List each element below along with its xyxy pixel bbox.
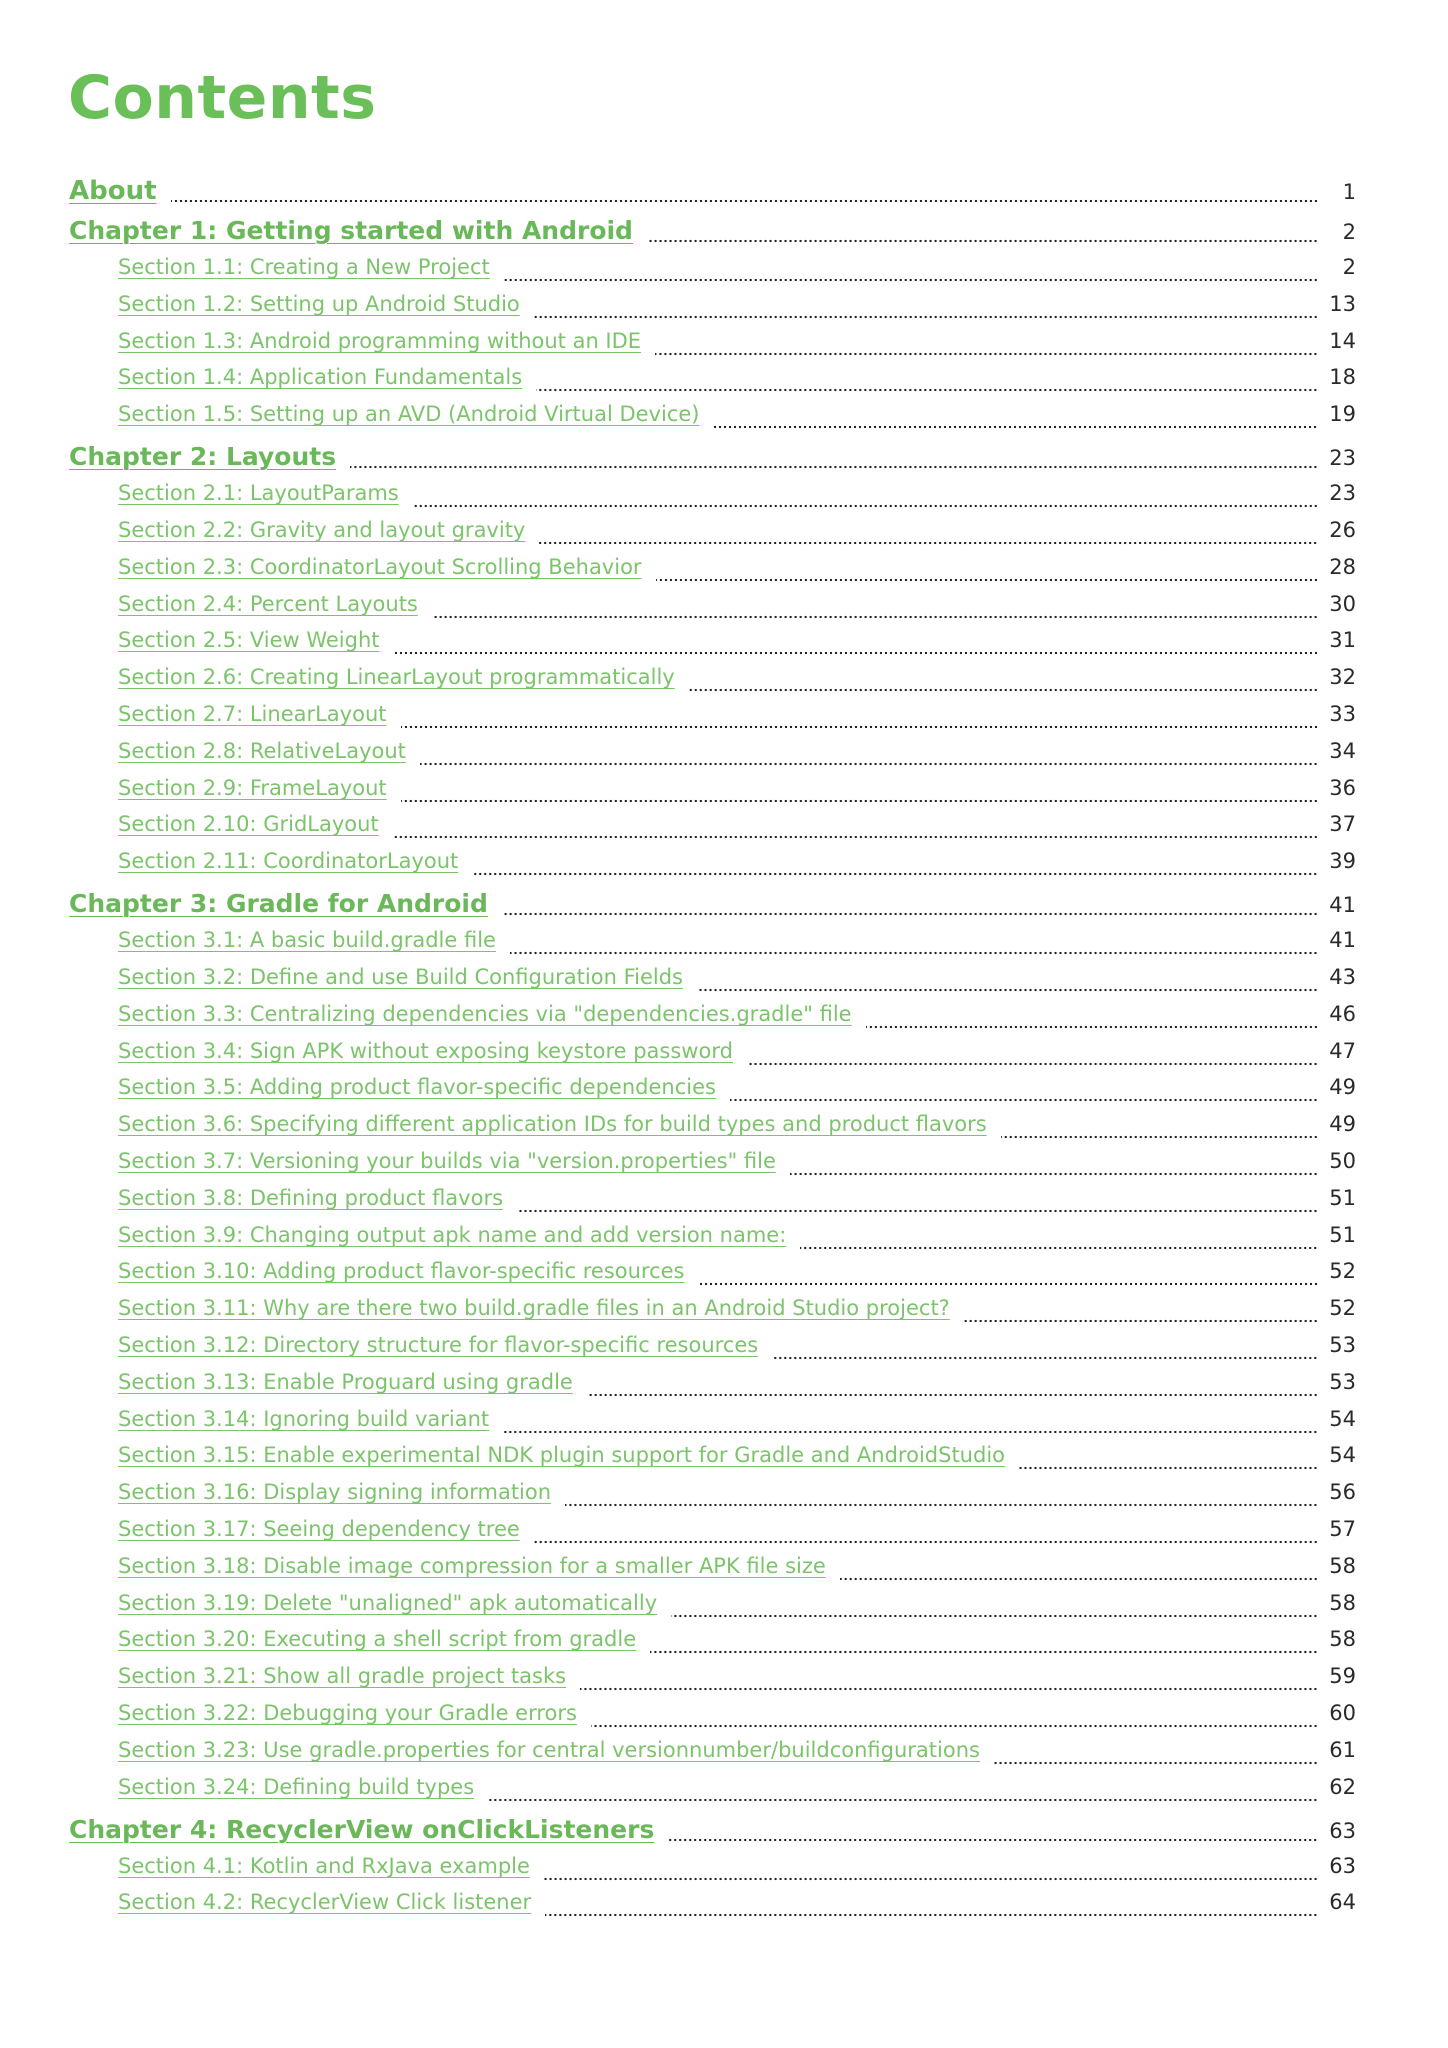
toc-section-entry[interactable] bbox=[118, 292, 1356, 326]
dot-leader bbox=[413, 504, 1318, 508]
toc-section-entry[interactable] bbox=[118, 812, 1356, 846]
section-link[interactable]: Section 3.19: Delete "unaligned" apk automatically bbox=[118, 1591, 658, 1615]
page-number[interactable]: 32 bbox=[1329, 665, 1356, 689]
toc-section-entry[interactable] bbox=[118, 1259, 1356, 1293]
dot-leader bbox=[964, 1319, 1318, 1323]
page-number[interactable]: 23 bbox=[1329, 481, 1356, 505]
section-link[interactable]: Section 3.22: Debugging your Gradle errors bbox=[118, 1701, 577, 1725]
toc-section-entry[interactable] bbox=[118, 1296, 1356, 1330]
toc-section-entry[interactable] bbox=[118, 1002, 1356, 1036]
toc-section-entry[interactable] bbox=[118, 776, 1356, 810]
section-link[interactable]: Section 2.5: View Weight bbox=[118, 628, 380, 652]
dot-leader bbox=[713, 425, 1318, 429]
toc-section-entry[interactable] bbox=[118, 1333, 1356, 1367]
page-number[interactable]: 58 bbox=[1329, 1591, 1356, 1615]
section-link[interactable]: Section 3.12: Directory structure for flavor-specific resources bbox=[118, 1333, 759, 1357]
section-link[interactable]: Section 3.8: Defining product flavors bbox=[118, 1186, 504, 1210]
page-number[interactable]: 52 bbox=[1329, 1296, 1356, 1320]
page-number[interactable]: 37 bbox=[1329, 812, 1356, 836]
dot-leader bbox=[565, 1503, 1318, 1507]
toc-section-entry[interactable] bbox=[118, 628, 1356, 662]
dot-leader bbox=[539, 541, 1318, 545]
page-number[interactable]: 50 bbox=[1329, 1149, 1356, 1173]
section-link[interactable]: Section 3.24: Defining build types bbox=[118, 1775, 475, 1799]
page-number[interactable]: 51 bbox=[1329, 1186, 1356, 1210]
dot-leader bbox=[840, 1577, 1318, 1581]
page-number[interactable]: 43 bbox=[1329, 965, 1356, 989]
section-link[interactable]: Section 1.4: Application Fundamentals bbox=[118, 365, 523, 389]
page-number[interactable]: 53 bbox=[1329, 1333, 1356, 1357]
toc-section-entry[interactable] bbox=[118, 481, 1356, 515]
toc-section-entry[interactable] bbox=[118, 1854, 1356, 1888]
page-number[interactable]: 59 bbox=[1329, 1664, 1356, 1688]
page-number[interactable]: 31 bbox=[1329, 628, 1356, 652]
section-link[interactable]: Section 2.10: GridLayout bbox=[118, 812, 379, 836]
page-number[interactable]: 57 bbox=[1329, 1517, 1356, 1541]
dot-leader bbox=[504, 278, 1318, 282]
section-link[interactable]: Section 1.5: Setting up an AVD (Android Virtual Device) bbox=[118, 402, 700, 426]
section-link[interactable]: Section 2.9: FrameLayout bbox=[118, 776, 387, 800]
dot-leader bbox=[534, 1540, 1318, 1544]
page-number[interactable]: 64 bbox=[1329, 1890, 1356, 1914]
dot-leader bbox=[420, 762, 1318, 766]
section-link[interactable]: Section 3.16: Display signing information bbox=[118, 1480, 552, 1504]
dot-leader bbox=[171, 199, 1318, 203]
dot-leader bbox=[730, 1098, 1318, 1102]
chapter-link[interactable]: Chapter 4: RecyclerView onClickListeners bbox=[69, 1815, 655, 1844]
page-title: Contents bbox=[68, 63, 377, 133]
page-number[interactable]: 34 bbox=[1329, 739, 1356, 763]
dot-leader bbox=[650, 1650, 1318, 1654]
dot-leader bbox=[790, 1172, 1318, 1176]
page-number[interactable]: 28 bbox=[1329, 555, 1356, 579]
page-number[interactable]: 51 bbox=[1329, 1223, 1356, 1247]
section-link[interactable]: Section 3.18: Disable image compression for a smaller APK file size bbox=[118, 1554, 826, 1578]
chapter-link[interactable]: Chapter 1: Getting started with Android bbox=[69, 216, 633, 245]
dot-leader bbox=[394, 651, 1318, 655]
page-number[interactable]: 23 bbox=[1329, 446, 1356, 470]
dot-leader bbox=[517, 1209, 1318, 1213]
toc-section-entry[interactable] bbox=[118, 1112, 1356, 1146]
chapter-link[interactable]: Chapter 3: Gradle for Android bbox=[69, 889, 488, 918]
page-number[interactable]: 63 bbox=[1329, 1854, 1356, 1878]
page-number[interactable]: 54 bbox=[1329, 1443, 1356, 1467]
dot-leader bbox=[772, 1356, 1318, 1360]
page-number[interactable]: 33 bbox=[1329, 702, 1356, 726]
toc-section-entry[interactable] bbox=[118, 1775, 1356, 1809]
dot-leader bbox=[510, 951, 1318, 955]
toc-section-entry[interactable] bbox=[118, 1149, 1356, 1183]
section-link[interactable]: Section 2.6: Creating LinearLayout programmatically bbox=[118, 665, 675, 689]
toc-section-entry[interactable] bbox=[118, 1664, 1356, 1698]
toc-section-entry[interactable] bbox=[118, 1701, 1356, 1735]
dot-leader bbox=[689, 688, 1318, 692]
dot-leader bbox=[401, 799, 1318, 803]
dot-leader bbox=[1019, 1466, 1318, 1470]
section-link[interactable]: Section 2.4: Percent Layouts bbox=[118, 592, 418, 616]
section-link[interactable]: Section 3.6: Specifying different application IDs for build types and product flavors bbox=[118, 1112, 987, 1136]
dot-leader bbox=[1001, 1135, 1318, 1139]
toc-section-entry[interactable] bbox=[118, 739, 1356, 773]
page-number[interactable]: 47 bbox=[1329, 1039, 1356, 1063]
toc-section-entry[interactable] bbox=[118, 849, 1356, 883]
dot-leader bbox=[671, 1614, 1318, 1618]
page-number[interactable]: 61 bbox=[1329, 1738, 1356, 1762]
dot-leader bbox=[393, 835, 1318, 839]
page-number[interactable]: 26 bbox=[1329, 518, 1356, 542]
page-number[interactable]: 46 bbox=[1329, 1002, 1356, 1026]
page-number[interactable]: 53 bbox=[1329, 1370, 1356, 1394]
toc-section-entry[interactable] bbox=[118, 702, 1356, 736]
dot-leader bbox=[747, 1062, 1318, 1066]
toc-section-entry[interactable] bbox=[118, 1407, 1356, 1441]
toc-section-entry[interactable] bbox=[118, 592, 1356, 626]
section-link[interactable]: Section 3.9: Changing output apk name and add version name: bbox=[118, 1223, 787, 1247]
page-number[interactable]: 49 bbox=[1329, 1112, 1356, 1136]
page-number[interactable]: 36 bbox=[1329, 776, 1356, 800]
page-number[interactable]: 18 bbox=[1329, 365, 1356, 389]
dot-leader bbox=[503, 1430, 1318, 1434]
page-number[interactable]: 62 bbox=[1329, 1775, 1356, 1799]
toc-chapter-entry[interactable] bbox=[69, 1815, 1356, 1849]
dot-leader bbox=[800, 1246, 1318, 1250]
section-link[interactable]: Section 1.2: Setting up Android Studio bbox=[118, 292, 520, 316]
toc-section-entry[interactable] bbox=[118, 1554, 1356, 1588]
toc-section-entry[interactable] bbox=[118, 965, 1356, 999]
dot-leader bbox=[587, 1393, 1318, 1397]
toc-chapter-entry[interactable] bbox=[69, 442, 1356, 476]
toc-chapter-entry[interactable] bbox=[69, 889, 1356, 923]
page-number[interactable]: 39 bbox=[1329, 849, 1356, 873]
dot-leader bbox=[697, 988, 1318, 992]
dot-leader bbox=[591, 1724, 1318, 1728]
dot-leader bbox=[432, 615, 1318, 619]
toc-section-entry[interactable] bbox=[118, 1186, 1356, 1220]
section-link[interactable]: Section 3.21: Show all gradle project tasks bbox=[118, 1664, 567, 1688]
section-link[interactable]: Section 3.17: Seeing dependency tree bbox=[118, 1517, 520, 1541]
page-number[interactable]: 13 bbox=[1329, 292, 1356, 316]
toc-section-entry[interactable] bbox=[118, 1039, 1356, 1073]
chapter-link[interactable]: About bbox=[69, 176, 157, 206]
toc-section-entry[interactable] bbox=[118, 1627, 1356, 1661]
toc-chapter-entry[interactable] bbox=[69, 216, 1356, 250]
page-number[interactable]: 63 bbox=[1329, 1819, 1356, 1843]
chapter-link[interactable]: Chapter 2: Layouts bbox=[69, 442, 337, 471]
toc-section-entry[interactable] bbox=[118, 255, 1356, 289]
page-number[interactable]: 30 bbox=[1329, 592, 1356, 616]
toc-section-entry[interactable] bbox=[118, 1075, 1356, 1109]
section-link[interactable]: Section 2.3: CoordinatorLayout Scrolling Behavior bbox=[118, 555, 642, 579]
toc-section-entry[interactable] bbox=[118, 365, 1356, 399]
section-link[interactable]: Section 2.7: LinearLayout bbox=[118, 702, 387, 726]
toc-section-entry[interactable] bbox=[118, 518, 1356, 552]
section-link[interactable]: Section 3.15: Enable experimental NDK plugin support for Gradle and AndroidStudio bbox=[118, 1443, 1006, 1467]
page-number[interactable]: 41 bbox=[1329, 893, 1356, 917]
section-link[interactable]: Section 3.13: Enable Proguard using gradle bbox=[118, 1370, 573, 1394]
toc-section-entry[interactable] bbox=[118, 1591, 1356, 1625]
page-number[interactable]: 14 bbox=[1329, 329, 1356, 353]
dot-leader bbox=[866, 1025, 1318, 1029]
toc-section-entry[interactable] bbox=[118, 555, 1356, 589]
toc-section-entry[interactable] bbox=[118, 1443, 1356, 1477]
section-link[interactable]: Section 3.7: Versioning your builds via "version.properties" file bbox=[118, 1149, 776, 1173]
dot-leader bbox=[655, 352, 1318, 356]
dot-leader bbox=[699, 1282, 1319, 1286]
page-number[interactable]: 49 bbox=[1329, 1075, 1356, 1099]
toc-section-entry[interactable] bbox=[118, 402, 1356, 436]
section-link[interactable]: Section 3.4: Sign APK without exposing keystore password bbox=[118, 1039, 733, 1063]
section-link[interactable]: Section 3.23: Use gradle.properties for central versionnumber/buildconfigurations bbox=[118, 1738, 980, 1762]
toc-section-entry[interactable] bbox=[118, 1223, 1356, 1257]
dot-leader bbox=[472, 872, 1318, 876]
page-number[interactable]: 2 bbox=[1342, 255, 1356, 279]
section-link[interactable]: Section 3.5: Adding product flavor-specific dependencies bbox=[118, 1075, 716, 1099]
toc-section-entry[interactable] bbox=[118, 665, 1356, 699]
page-number[interactable]: 1 bbox=[1342, 180, 1356, 204]
section-link[interactable]: Section 3.14: Ignoring build variant bbox=[118, 1407, 490, 1431]
page-number[interactable]: 2 bbox=[1342, 220, 1356, 244]
dot-leader bbox=[536, 388, 1318, 392]
dot-leader bbox=[668, 1838, 1318, 1842]
dot-leader bbox=[545, 1913, 1318, 1917]
toc-section-entry[interactable] bbox=[118, 1480, 1356, 1514]
section-link[interactable]: Section 1.3: Android programming without an IDE bbox=[118, 329, 642, 353]
toc-section-entry[interactable] bbox=[118, 1738, 1356, 1772]
page-number[interactable]: 19 bbox=[1329, 402, 1356, 426]
page-number[interactable]: 58 bbox=[1329, 1627, 1356, 1651]
section-link[interactable]: Section 4.1: Kotlin and RxJava example bbox=[118, 1854, 530, 1878]
dot-leader bbox=[647, 239, 1318, 243]
section-link[interactable]: Section 3.11: Why are there two build.gradle files in an Android Studio project? bbox=[118, 1296, 950, 1320]
dot-leader bbox=[401, 725, 1319, 729]
dot-leader bbox=[656, 578, 1318, 582]
dot-leader bbox=[534, 315, 1318, 319]
dot-leader bbox=[502, 912, 1318, 916]
page-number[interactable]: 54 bbox=[1329, 1407, 1356, 1431]
page-number[interactable]: 60 bbox=[1329, 1701, 1356, 1725]
page-number[interactable]: 58 bbox=[1329, 1554, 1356, 1578]
page-number[interactable]: 52 bbox=[1329, 1259, 1356, 1283]
section-link[interactable]: Section 2.8: RelativeLayout bbox=[118, 739, 406, 763]
page-number[interactable]: 56 bbox=[1329, 1480, 1356, 1504]
toc-section-entry[interactable] bbox=[118, 1890, 1356, 1924]
dot-leader bbox=[350, 465, 1318, 469]
toc-section-entry[interactable] bbox=[118, 1370, 1356, 1404]
dot-leader bbox=[488, 1798, 1318, 1802]
dot-leader bbox=[580, 1687, 1318, 1691]
section-link[interactable]: Section 3.3: Centralizing dependencies via "dependencies.gradle" file bbox=[118, 1002, 852, 1026]
section-link[interactable]: Section 3.10: Adding product flavor-specific resources bbox=[118, 1259, 685, 1283]
dot-leader bbox=[544, 1877, 1318, 1881]
page-number[interactable]: 41 bbox=[1329, 928, 1356, 952]
section-link[interactable]: Section 3.20: Executing a shell script from gradle bbox=[118, 1627, 637, 1651]
toc-section-entry[interactable] bbox=[118, 329, 1356, 363]
section-link[interactable]: Section 4.2: RecyclerView Click listener bbox=[118, 1890, 532, 1914]
toc-chapter-entry[interactable] bbox=[69, 176, 1356, 210]
section-link[interactable]: Section 3.2: Define and use Build Configuration Fields bbox=[118, 965, 683, 989]
section-link[interactable]: Section 1.1: Creating a New Project bbox=[118, 255, 490, 279]
section-link[interactable]: Section 2.2: Gravity and layout gravity bbox=[118, 518, 526, 542]
section-link[interactable]: Section 2.1: LayoutParams bbox=[118, 481, 399, 505]
section-link[interactable]: Section 3.1: A basic build.gradle file bbox=[118, 928, 496, 952]
dot-leader bbox=[994, 1761, 1318, 1765]
section-link[interactable]: Section 2.11: CoordinatorLayout bbox=[118, 849, 459, 873]
toc-section-entry[interactable] bbox=[118, 928, 1356, 962]
toc-section-entry[interactable] bbox=[118, 1517, 1356, 1551]
